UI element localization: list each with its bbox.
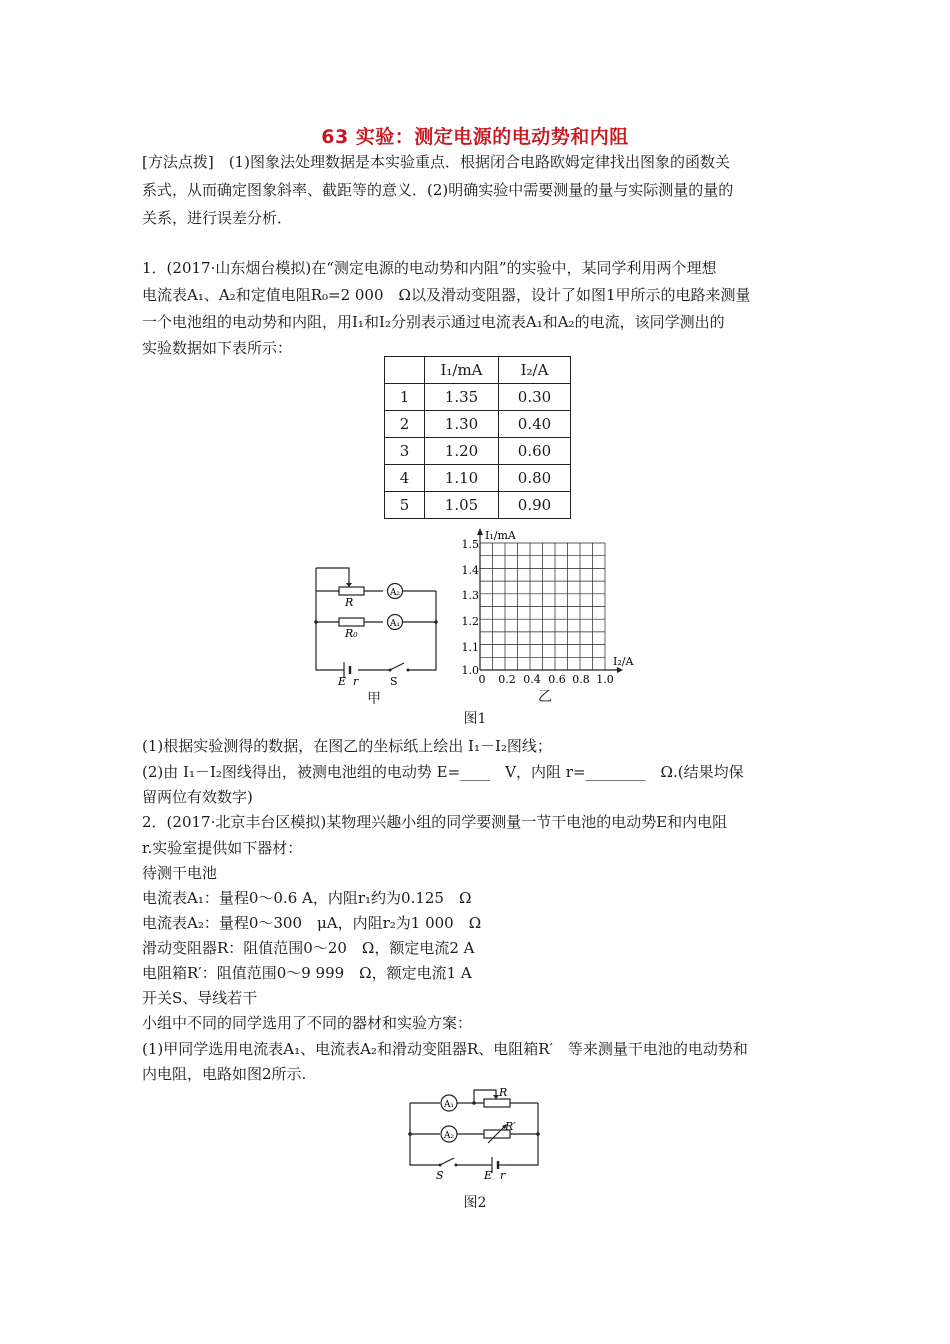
text-line: 电流表A₁、A₂和定值电阻R₀=2 000 Ω以及滑动变阻器，设计了如图1甲所示的电路来测量 (142, 286, 751, 304)
text-line: (1)甲同学选用电流表A₁、电流表A₂和滑动变阻器R、电阻箱R′ 等来测量干电池的电动势和 (142, 1040, 748, 1058)
table-cell: 5 (385, 492, 425, 519)
text-line: 实验数据如下表所示： (142, 339, 293, 357)
table-cell: 1 (385, 384, 425, 411)
table-cell: 2 (385, 411, 425, 438)
table-header-cell (385, 357, 425, 384)
table-row (385, 411, 571, 438)
y-tick-label: 1.2 (461, 615, 479, 628)
text-line: 待测干电池 (142, 864, 218, 882)
table-cell: 1.35 (425, 384, 499, 411)
table-header-row (385, 357, 571, 384)
text-line: (2)由 I₁－I₂图线得出，被测电池组的电动势 E=____ V，内阻 r=________ Ω.(结果均保 (142, 763, 744, 781)
x-tick-label: 0.8 (572, 673, 590, 686)
figure-2-caption: 图2 (463, 1195, 487, 1211)
table-cell: 0.30 (499, 384, 571, 411)
text-line: 内电阻，电路如图2所示. (142, 1065, 307, 1083)
text-line: 2．(2017·北京丰台区模拟)某物理兴趣小组的同学要测量一节干电池的电动势E和内电阻 (142, 813, 728, 831)
ammeter-a1-icon: A₁ (389, 619, 401, 629)
x-tick-label: 0.6 (548, 673, 566, 686)
table-row (385, 384, 571, 411)
page-title: 63 实验：测定电源的电动势和内阻 (321, 126, 629, 148)
text-line: 滑动变阻器R：阻值范围0～20 Ω，额定电流2 A (142, 939, 475, 957)
table-cell: 1.30 (425, 411, 499, 438)
resistor-r0-label: R₀ (345, 627, 358, 640)
ammeter-a1-icon: A₁ (443, 1100, 455, 1110)
y-tick-label: 1.5 (461, 538, 479, 551)
table-cell: 0.60 (499, 438, 571, 465)
text-line: (1)根据实验测得的数据，在图乙的坐标纸上绘出 I₁－I₂图线； (142, 737, 552, 755)
y-axis-label: I₁/mA (485, 529, 516, 542)
ammeter-a2-icon: A₂ (443, 1131, 455, 1141)
table-row (385, 438, 571, 465)
table-cell: 1.20 (425, 438, 499, 465)
x-tick-label: 0.2 (498, 673, 516, 686)
table-cell: 0.40 (499, 411, 571, 438)
table-cell: 3 (385, 438, 425, 465)
text-line: [方法点拨] (1)图象法处理数据是本实验重点．根据闭合电路欧姆定律找出图象的函数关 (142, 153, 730, 171)
text-line: 电流表A₁：量程0～0.6 A，内阻r₁约为0.125 Ω (142, 889, 472, 907)
internal-r-label: r (353, 675, 359, 688)
x-tick-label: 0 (478, 673, 486, 686)
grid-caption: 乙 (538, 689, 552, 705)
text-line: 1．(2017·山东烟台模拟)在“测定电源的电动势和内阻”的实验中，某同学利用两个理想 (142, 259, 717, 277)
circuit-caption: 甲 (367, 691, 381, 707)
text-line: 电流表A₂：量程0～300 μA，内阻r₂为1 000 Ω (142, 914, 482, 932)
text-line: 一个电池组的电动势和内阻，用I₁和I₂分别表示通过电流表A₁和A₂的电流，该同学测出的 (142, 313, 725, 331)
y-tick-label: 1.0 (461, 664, 479, 677)
table-cell: 1.05 (425, 492, 499, 519)
circuit-diagram-jia (300, 560, 450, 690)
table-row (385, 492, 571, 519)
switch-label: S (436, 1169, 444, 1182)
x-tick-label: 0.4 (523, 673, 541, 686)
table-cell: 0.90 (499, 492, 571, 519)
emf-label: E (484, 1169, 493, 1182)
ammeter-a2-icon: A₂ (389, 588, 401, 598)
text-line: 留两位有效数字) (142, 788, 253, 806)
switch-label: S (390, 675, 398, 688)
figure-1-caption: 图1 (463, 711, 487, 727)
table-cell: 1.10 (425, 465, 499, 492)
text-line: r.实验室提供如下器材： (142, 839, 303, 857)
table-header-cell: I₁/mA (425, 357, 499, 384)
internal-r-label: r (500, 1169, 506, 1182)
y-tick-label: 1.1 (461, 641, 479, 654)
table-cell: 0.80 (499, 465, 571, 492)
text-line: 系式，从而确定图象斜率、截距等的意义．(2)明确实验中需要测量的量与实际测量的量的 (142, 181, 734, 199)
emf-label: E (338, 675, 347, 688)
table-header-cell: I₂/A (499, 357, 571, 384)
x-axis-label: I₂/A (613, 655, 634, 668)
text-line: 关系，进行误差分析． (142, 209, 293, 227)
y-tick-label: 1.4 (461, 564, 479, 577)
coordinate-grid (455, 525, 655, 705)
resistor-r-label: R (345, 596, 354, 609)
resistance-box-label: R′ (505, 1120, 516, 1133)
table-row (385, 465, 571, 492)
circuit-diagram-fig2 (400, 1085, 550, 1185)
y-tick-label: 1.3 (461, 589, 479, 602)
text-line: 开关S、导线若干 (142, 989, 258, 1007)
text-line: 电阻箱R′：阻值范围0～9 999 Ω，额定电流1 A (142, 964, 472, 982)
x-tick-label: 1.0 (596, 673, 614, 686)
table-cell: 4 (385, 465, 425, 492)
text-line: 小组中不同的同学选用了不同的器材和实验方案： (142, 1014, 473, 1032)
data-table (384, 356, 571, 519)
rheostat-r-label: R (499, 1086, 508, 1099)
